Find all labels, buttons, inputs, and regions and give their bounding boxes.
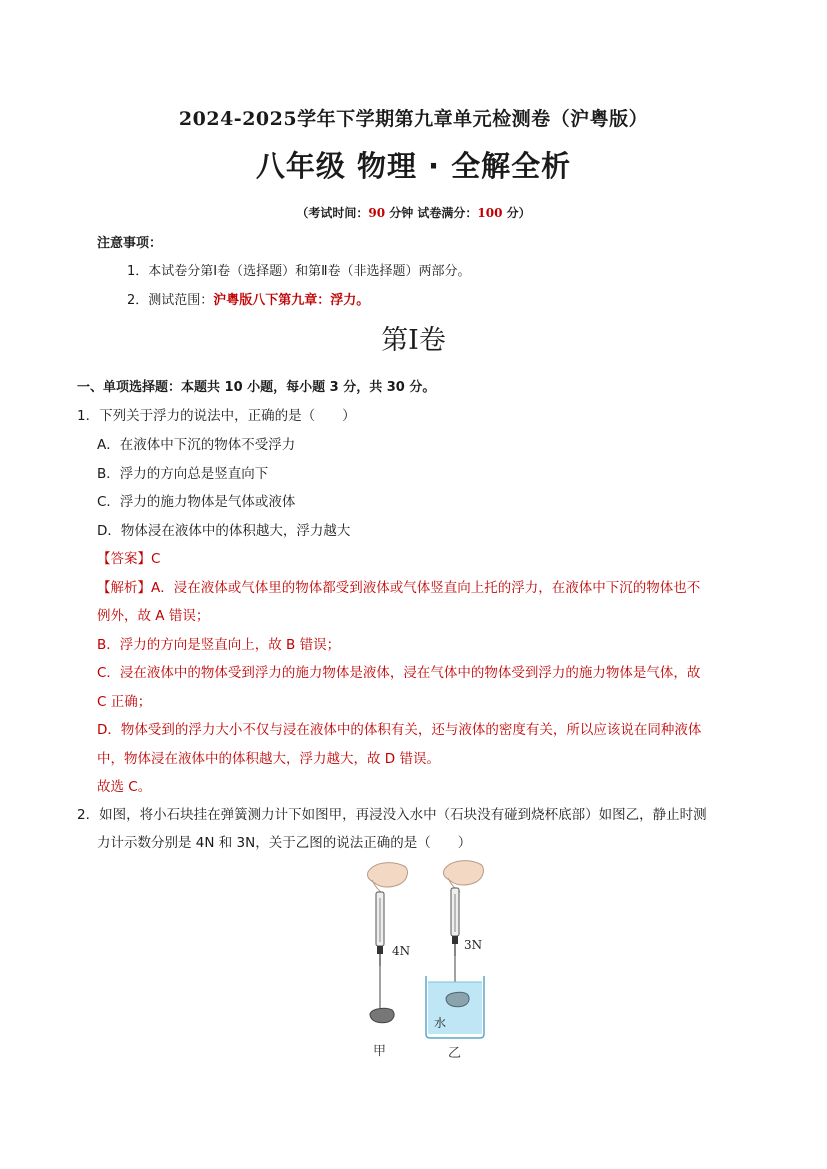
water-label: 水 — [434, 1016, 447, 1030]
section-heading: 一、单项选择题：本题共 10 小题，每小题 3 分，共 30 分。 — [77, 380, 436, 395]
left-hand-icon — [367, 863, 407, 894]
question-1-option-b: B．浮力的方向总是竖直向下 — [97, 466, 269, 482]
note-item-2-highlight: 沪粤版八下第九章：浮力。 — [213, 293, 370, 308]
question-1-analysis-line: 【解析】A．浸在液体或气体里的物体都受到液体或气体竖直向上托的浮力，在液体中下沉的物体也不 — [97, 580, 701, 596]
right-stone-icon — [446, 992, 469, 1006]
question-2-stem-line-2: 力计示数分别是 4N 和 3N，关于乙图的说法正确的是（ ） — [97, 835, 472, 851]
figure-caption-right: 乙 — [448, 1046, 462, 1061]
left-spring-scale-icon — [376, 892, 384, 1010]
question-1-analysis-line: 例外，故 A 错误； — [97, 608, 210, 624]
question-2-figure — [340, 858, 500, 1068]
exam-title: 2024-2025学年下学期第九章单元检测卷（沪粤版） — [178, 108, 649, 130]
exam-info — [0, 204, 827, 221]
right-hand-icon — [443, 861, 483, 892]
exam-info-suffix: 分） — [502, 206, 531, 220]
note-item-2-prefix: 2．测试范围： — [127, 293, 214, 308]
question-1-option-d: D．物体浸在液体中的体积越大，浮力越大 — [97, 523, 351, 539]
question-1-option-c: C．浮力的施力物体是气体或液体 — [97, 494, 296, 510]
question-1-analysis-line: 故选 C。 — [97, 779, 152, 795]
right-spring-scale-icon — [451, 888, 459, 994]
note-item-1: 1．本试卷分第Ⅰ卷（选择题）和第Ⅱ卷（非选择题）两部分。 — [127, 264, 471, 279]
question-1-analysis-line: 中，物体浸在液体中的体积越大，浮力越大，故 D 错误。 — [97, 751, 440, 767]
note-item-2 — [127, 289, 369, 308]
question-1-analysis-line: B．浮力的方向是竖直向上，故 B 错误； — [97, 637, 341, 653]
question-1-stem: 1．下列关于浮力的说法中，正确的是（ ） — [77, 408, 356, 424]
question-1-analysis-line: C 正确； — [97, 694, 152, 710]
exam-time-value: 90 — [368, 206, 386, 220]
left-stone-icon — [370, 1008, 394, 1022]
question-1-answer: 【答案】C — [97, 551, 161, 567]
question-1-analysis-line: C．浸在液体中的物体受到浮力的施力物体是液体，浸在气体中的物体受到浮力的施力物体是气体，故 — [97, 665, 701, 681]
volume-title: 第Ⅰ卷 — [381, 325, 446, 356]
question-1-analysis-line: D．物体受到的浮力大小不仅与浸在液体中的体积有关，还与液体的密度有关，所以应该说在同种液体 — [97, 722, 702, 738]
notes-heading: 注意事项： — [97, 236, 163, 251]
question-1-option-a: A．在液体中下沉的物体不受浮力 — [97, 437, 296, 453]
question-2-stem-line-1: 2．如图，将小石块挂在弹簧测力计下如图甲，再浸没入水中（石块没有碰到烧杯底部）如图乙，静止时测 — [77, 807, 707, 823]
figure-caption-left: 甲 — [373, 1044, 387, 1059]
spring-scale-figure — [340, 858, 500, 1068]
left-scale-reading: 4N — [392, 944, 411, 958]
right-scale-reading: 3N — [464, 938, 483, 952]
exam-subtitle: 八年级 物理 · 全解全析 — [255, 149, 572, 183]
exam-info-prefix: （考试时间： — [296, 206, 369, 220]
exam-info-mid: 分钟 试卷满分： — [385, 206, 478, 220]
exam-score-value: 100 — [477, 206, 503, 220]
